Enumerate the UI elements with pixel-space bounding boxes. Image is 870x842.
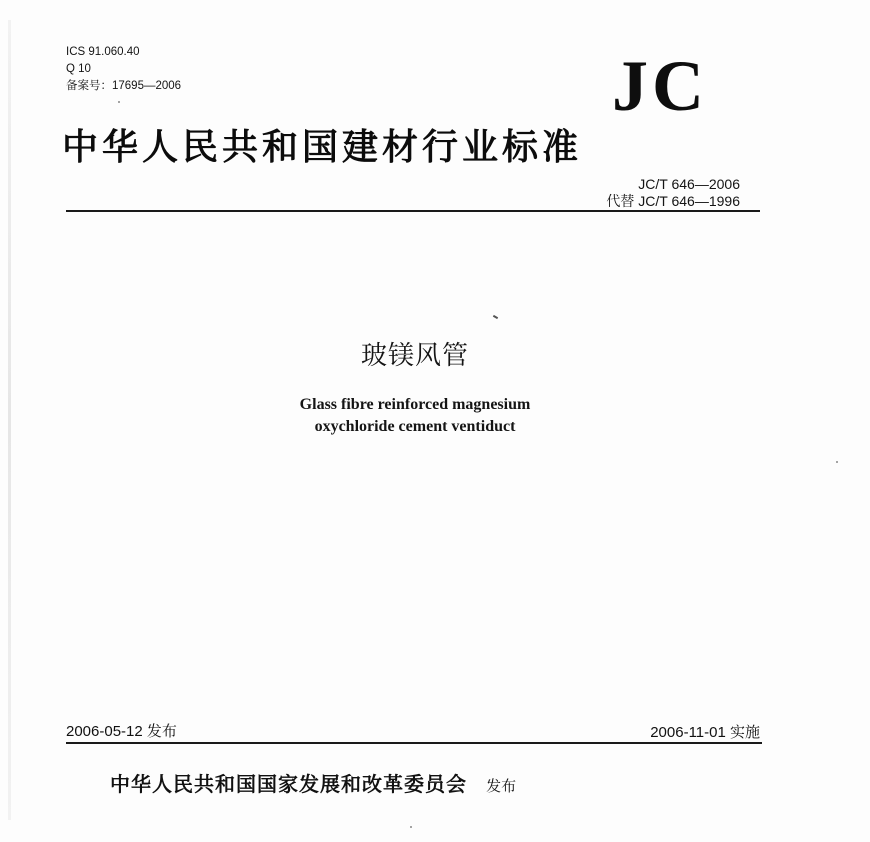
scan-speck [118, 101, 120, 103]
scan-mark [493, 315, 498, 319]
record-number: 备案号：17695—2006 [66, 80, 182, 92]
english-title-line-2: oxychloride cement ventiduct [314, 418, 516, 435]
jc-logo: JC [612, 46, 708, 126]
standard-code-block [606, 176, 740, 210]
effective-date: 2006-11-01 实施 [650, 724, 760, 741]
english-title-line-1: Glass fibre reinforced magnesium [299, 396, 531, 413]
top-divider [66, 210, 760, 212]
scan-speck [410, 826, 412, 828]
publisher-name: 中华人民共和国国家发展和改革委员会 [110, 772, 467, 796]
publisher-action: 发布 [486, 777, 517, 795]
standard-number: JC/T 646—2006 [638, 176, 740, 192]
organization-title: 中华人民共和国建材行业标准 [62, 127, 583, 168]
scan-speck [836, 461, 838, 463]
issue-date: 2006-05-12 发布 [66, 723, 177, 740]
bottom-divider [66, 742, 762, 744]
class-code: Q 10 [66, 63, 91, 75]
chinese-title: 玻镁风管 [360, 341, 469, 371]
ics-code: ICS 91.060.40 [66, 46, 140, 58]
english-title [0, 394, 830, 438]
replaces-standard: 代替 JC/T 646—1996 [606, 193, 740, 209]
publisher-line [110, 768, 730, 797]
classification-block [66, 44, 181, 95]
